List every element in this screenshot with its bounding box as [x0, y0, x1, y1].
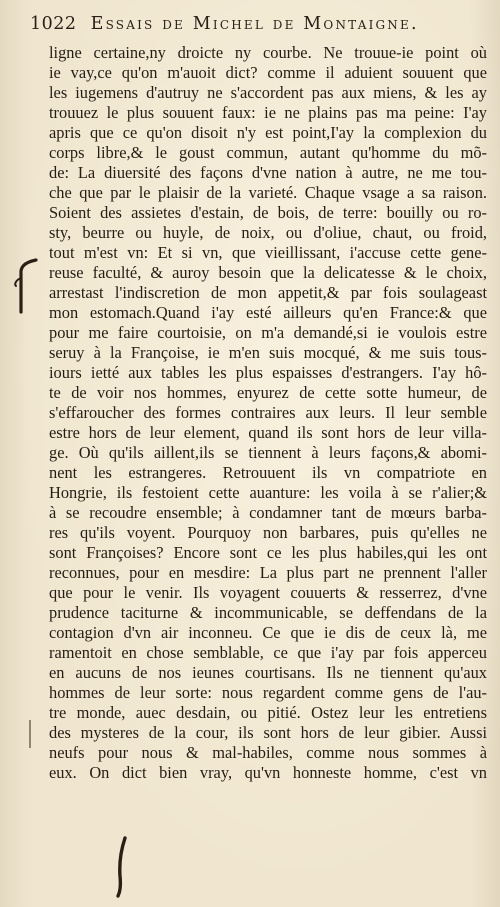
text-line: les iugemens d'autruy ne s'accordent pas aux miens, & les ay	[49, 83, 487, 102]
text-line: ligne certaine,ny droicte ny courbe. Ne trouue-ie point où	[49, 43, 487, 62]
text-line: trouuez le plus souuent faux: ie ne plains pas ma peine: I'ay	[49, 103, 487, 122]
text-line: iours ietté aux tables les plus espaisses d'estrangers. I'ay hô-	[49, 363, 487, 382]
text-line: estre hors de leur element, quand ils sont hors de leur villa-	[49, 423, 487, 442]
text-line: che que par le plaisir de la varieté. Chaque vsage a sa raison.	[49, 183, 487, 202]
text-line: corps libre,& le goust commun, autant qu'homme du mõ-	[49, 143, 487, 162]
text-line: tre monde, auec desdain, ou pitié. Ostez leur les entretiens	[49, 703, 487, 722]
text-line: nent les estrangeres. Retrouuent ils vn compatriote en	[49, 463, 487, 482]
text-line: des mysteres de la cour, ils sont hors de leur gibier. Aussi	[49, 723, 487, 742]
text-line: tout m'est vn: Et si vn, que vieillissant, i'accuse cette gene-	[49, 243, 487, 262]
text-line: arrestast l'indiscretion de mon appetit,& par fois soulageast	[49, 283, 487, 302]
page-header	[30, 14, 486, 42]
text-line: en aucuns de nos ieunes courtisans. Ils ne tiennent qu'aux	[49, 663, 487, 682]
text-line: hommes de leur sorte: nous regardent comme gens de l'au-	[49, 683, 487, 702]
text-line: Soient des assietes d'estain, de bois, de terre: bouilly ou ro-	[49, 203, 487, 222]
text-line: eux. On dict bien vray, qu'vn honneste homme, c'est vn	[49, 763, 487, 782]
text-line: te de voir nos hommes, enyurez de cette sotte humeur, de	[49, 383, 487, 402]
text-line: reuse faculté, & auroy besoin que la delicatesse & le choix,	[49, 263, 487, 282]
text-line: Hongrie, ils festoient cette auanture: les voila à se r'alier;&	[49, 483, 487, 502]
text-line: ramentoit en chose semblable, ce que i'ay par fois apperceu	[49, 643, 487, 662]
text-line: prudence taciturne & incommunicable, se deffendans de la	[49, 603, 487, 622]
text-line: contagion d'vn air inconneu. Ce que ie dis de ceux là, me	[49, 623, 487, 642]
text-line: reconnues, pour en mesdire: La plus part ne prennent l'aller	[49, 563, 487, 582]
marginal-tick-mark	[28, 720, 32, 748]
text-line: apris que ce qu'on disoit n'y est point,I'ay la complexion du	[49, 123, 487, 142]
text-line: ge. Où qu'ils aillent,ils se tiennent à leurs façons,& abomi-	[49, 443, 487, 462]
text-line: à se recoudre ensemble; à condamner tant de mœurs barba-	[49, 503, 487, 522]
text-line: mon estomach.Quand i'ay esté ailleurs qu'en France:& que	[49, 303, 487, 322]
text-line: pour me faire courtoisie, on m'a demandé,si ie voulois estre	[49, 323, 487, 342]
text-line: sont Françoises? Encore sont ce les plus habiles,qui les ont	[49, 543, 487, 562]
text-line: seruy à la Françoise, ie m'en suis mocqué, & me suis tous-	[49, 343, 487, 362]
text-line: ie vay,ce qu'on m'auoit dict? comme il aduient souuent que	[49, 63, 487, 82]
marginal-bracket-mark	[12, 256, 42, 316]
text-line: res qu'ils voyent. Pourquoy non barbares, puis qu'elles ne	[49, 523, 487, 542]
text-line: s'effaroucher des formes contraires aux leurs. Il leur semble	[49, 403, 487, 422]
running-title: Essais de Michel de Montaigne.	[90, 14, 419, 34]
page-number: 1022	[30, 14, 77, 34]
text-line: que pour le venir. Ils voyagent couuerts & resserrez, d'vne	[49, 583, 487, 602]
ink-stroke-mark	[111, 836, 133, 898]
text-line: neufs pour nous & mal-habiles, comme nous sommes à	[49, 743, 487, 762]
text-line: sty, beurre ou huyle, de noix, ou d'oliue, chaut, ou froid,	[49, 223, 487, 242]
body-text-block	[49, 43, 487, 783]
text-line: de: La diuersité des façons d'vne nation à autre, ne me tou-	[49, 163, 487, 182]
